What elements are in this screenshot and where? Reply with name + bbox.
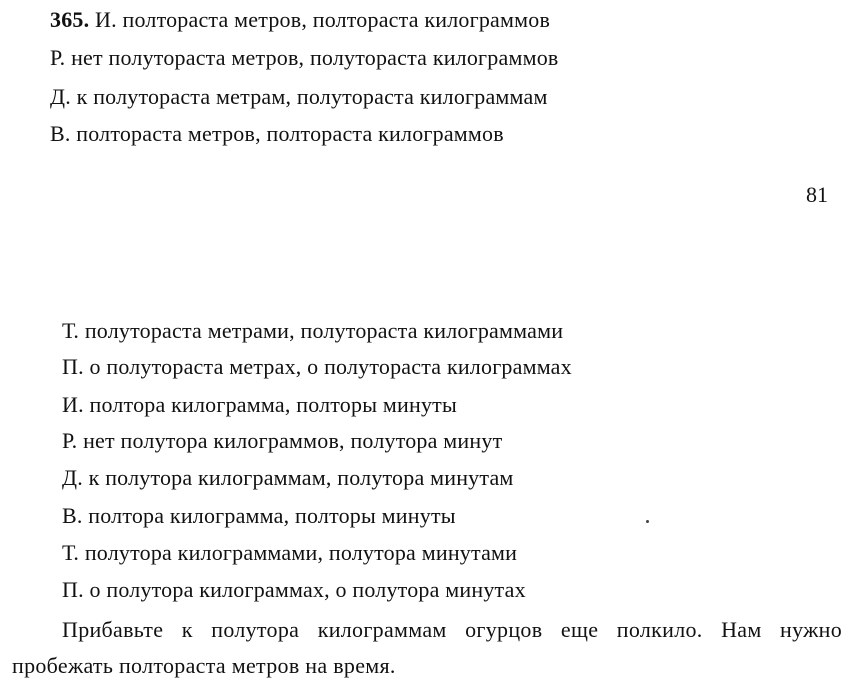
case-line-genitive: Р. нет полутораста метров, полутораста килограммов xyxy=(50,45,559,70)
scan-speck xyxy=(646,520,649,523)
case-line-text: И. полтораста метров, полтораста килограммов xyxy=(95,7,551,32)
case-line-dative-2: Д. к полутора килограммам, полутора минутам xyxy=(62,465,514,490)
case-line-instrumental: Т. полутораста метрами, полутораста килограммами xyxy=(62,318,564,343)
case-line-instrumental-2: Т. полутора килограммами, полутора минутами xyxy=(62,540,518,565)
case-line-dative: Д. к полутораста метрам, полутораста килограммам xyxy=(50,84,548,109)
case-line-prepositional: П. о полутораста метрах, о полутораста килограммах xyxy=(62,354,572,379)
case-line-accusative-2: В. полтора килограмма, полторы минуты xyxy=(62,503,456,528)
case-line-genitive-2: Р. нет полутора килограммов, полутора минут xyxy=(62,428,503,453)
task-number: 365. xyxy=(50,7,90,32)
case-line-accusative: В. полтораста метров, полтораста килограммов xyxy=(50,121,504,146)
case-line-nominative-2: И. полтора килограмма, полторы минуты xyxy=(62,392,457,417)
case-line-nominative xyxy=(50,7,550,33)
page-number: 81 xyxy=(806,182,828,207)
case-line-prepositional-2: П. о полутора килограммах, о полутора минутах xyxy=(62,577,526,602)
closing-paragraph: Прибавьте к полутора килограммам огурцов еще полкило. Нам нужно пробежать полтораста метров на время. xyxy=(12,617,842,678)
